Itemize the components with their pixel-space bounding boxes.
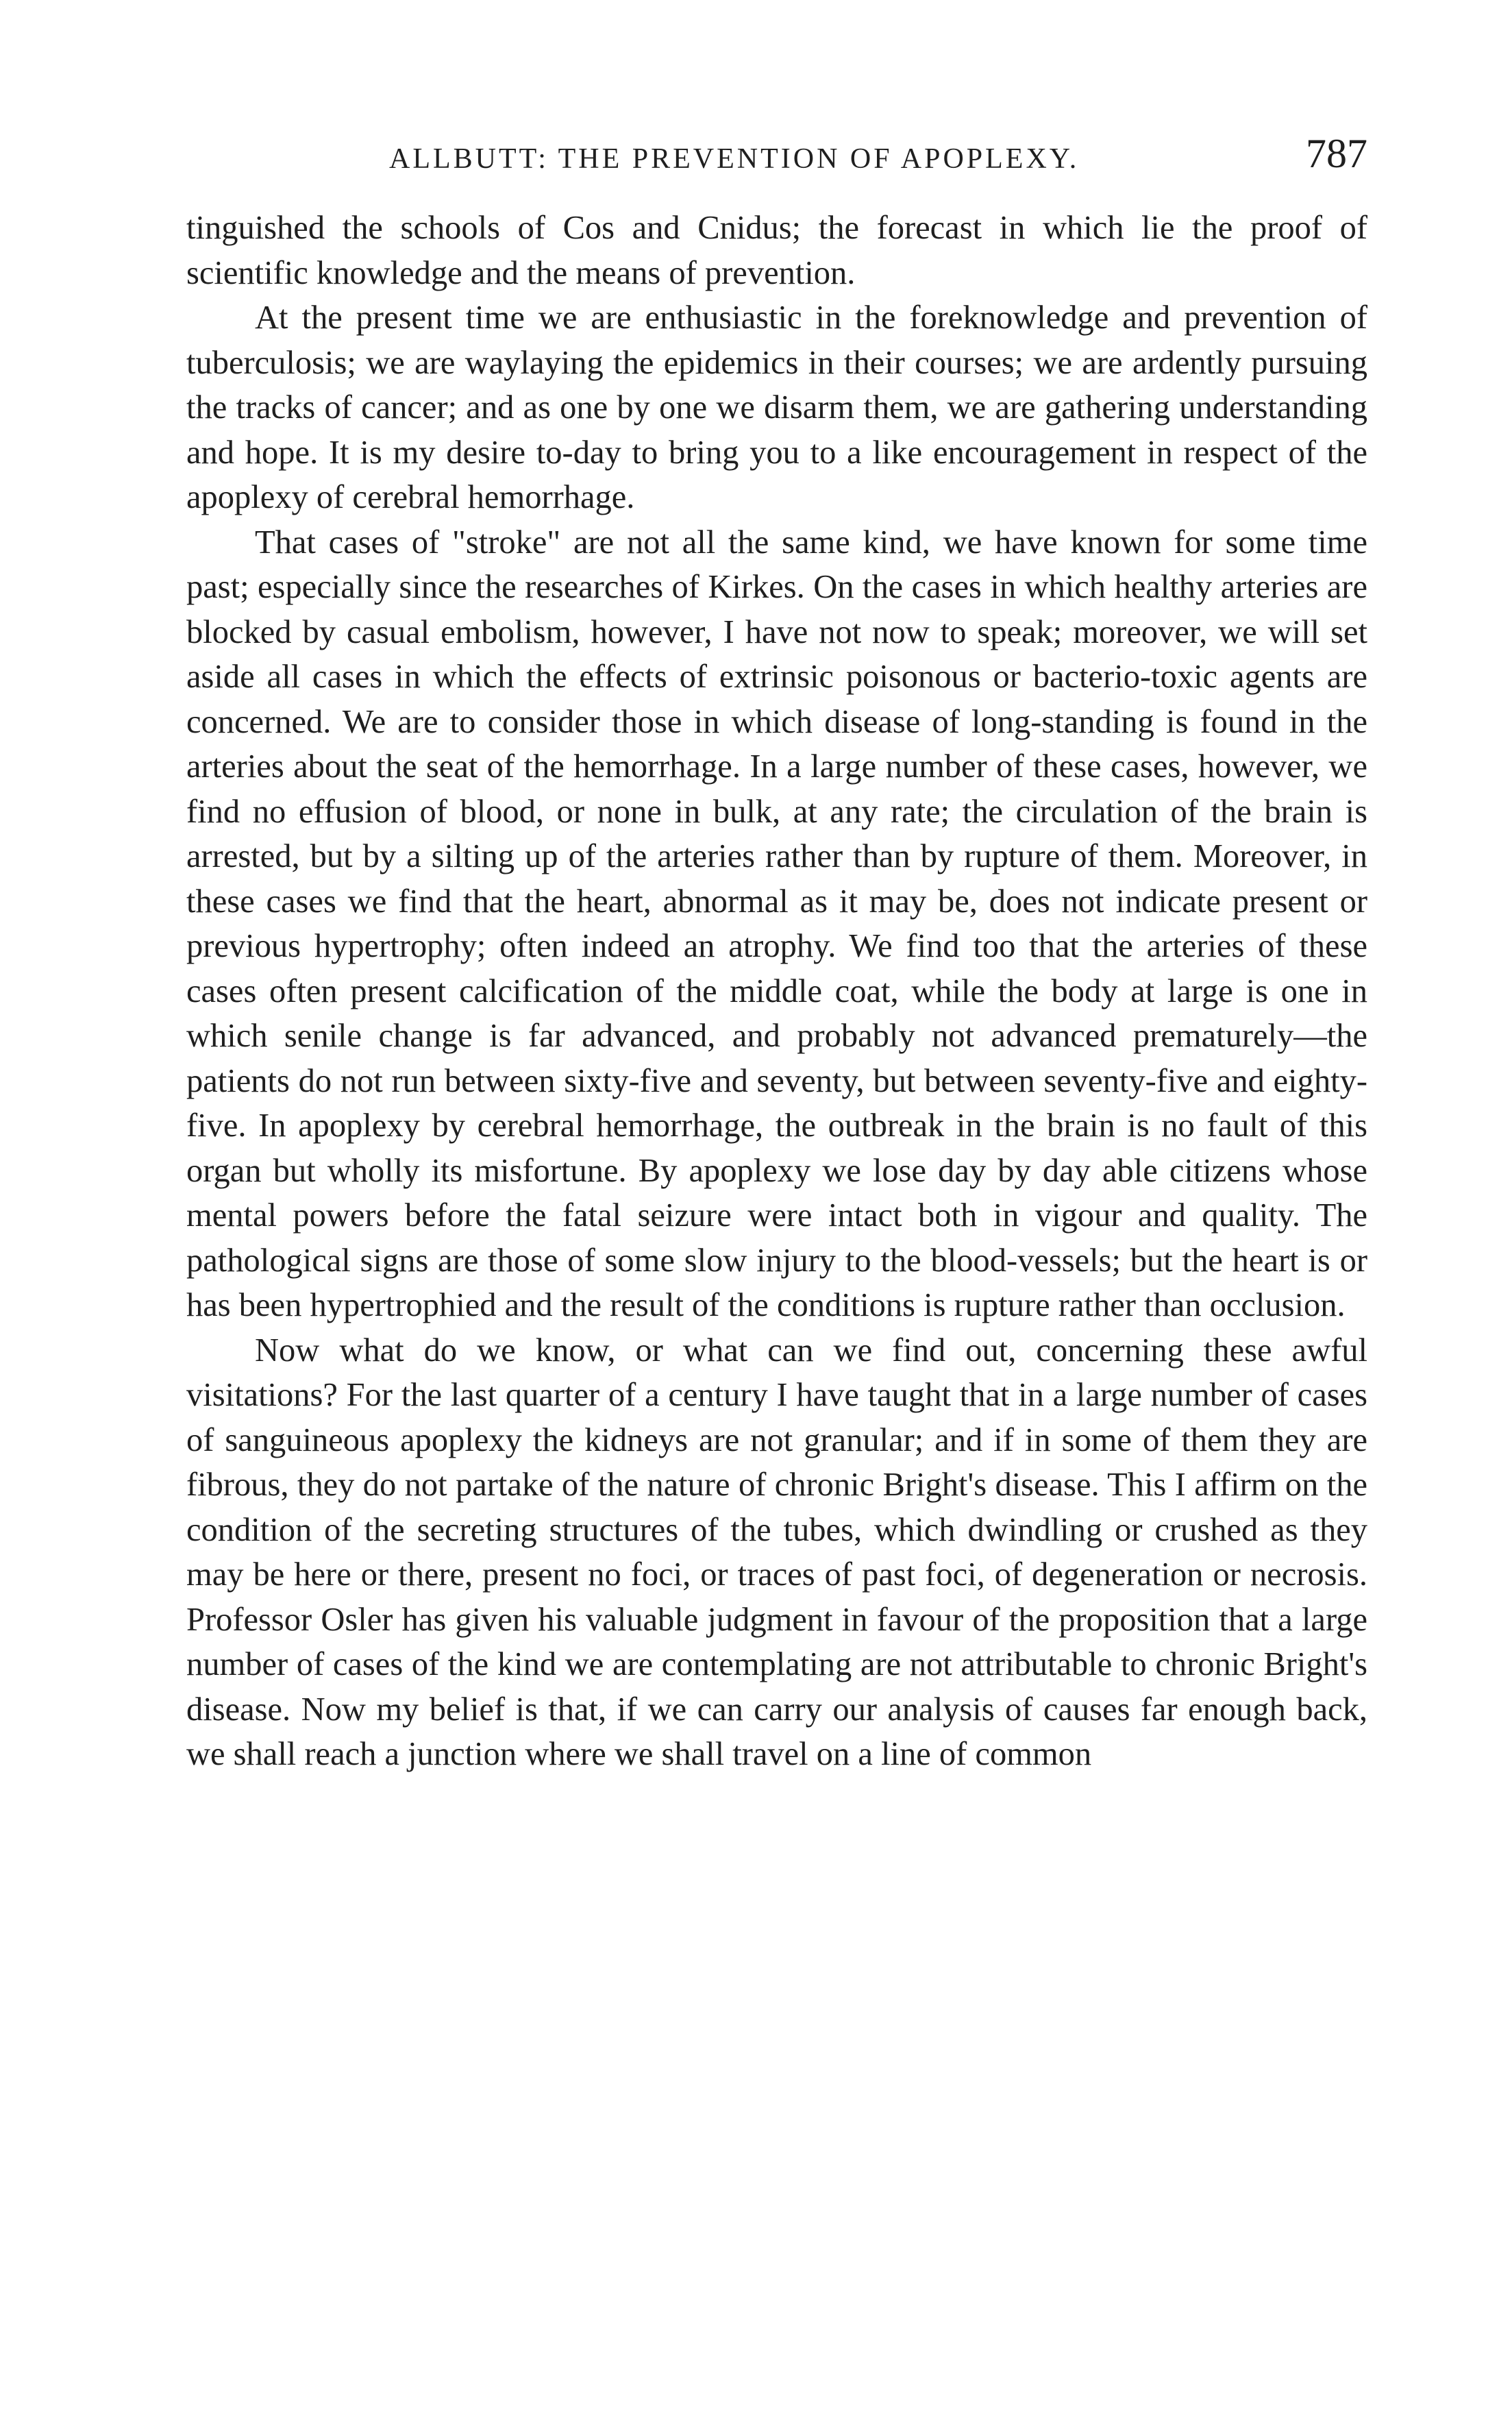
paragraph: That cases of "stroke" are not all the same kind, we have known for some time past; especially since the researches of Kirkes. On the cases in which healthy arteries are blocked by casual embolism, however, I have not now to speak; moreover, we will set aside all cases in which the effects of extrinsic poisonous or bacterio-toxic agents are concerned. We are to consider those in which disease of long-standing is found in the arteries about the seat of the hemorrhage. In a large number of these cases, however, we find no effusion of blood, or none in bulk, at any rate; the circulation of the brain is arrested, but by a silting up of the arteries rather than by rupture of them. Moreover, in these cases we find that the heart, abnormal as it may be, does not indicate present or previous hypertrophy; often indeed an atrophy. We find too that the arteries of these cases often present calcification of the middle coat, while the body at large is one in which senile change is far advanced, and probably not advanced prematurely—the patients do not run between sixty-five and seventy, but between seventy-five and eighty-five. In apoplexy by cerebral hemorrhage, the outbreak in the brain is no fault of this organ but wholly its misfortune. By apoplexy we lose day by day able citizens whose mental powers before the fatal seizure were intact both in vigour and quality. The pathological signs are those of some slow injury to the blood-vessels; but the heart is or has been hypertrophied and the result of the conditions is rupture rather than occlusion. bbox=[186, 524, 1367, 1323]
running-head: ALLBUTT: THE PREVENTION OF APOPLEXY. bbox=[389, 143, 1080, 175]
page-header bbox=[186, 123, 1367, 178]
paragraph: At the present time we are enthusiastic in the foreknowledge and prevention of tuberculosis; we are waylaying the epidemics in their courses; we are ardently pursuing the tracks of cancer; and as one by one we disarm them, we are gathering understanding and hope. It is my desire to-day to bring you to a like encouragement in respect of the apoplexy of cerebral hemorrhage. bbox=[186, 299, 1367, 515]
paragraph: Now what do we know, or what can we find out, concerning these awful visitations? For the last quarter of a century I have taught that in a large number of cases of sanguineous apoplexy the kidneys are not granular; and if in some of them they are fibrous, they do not partake of the nature of chronic Bright's disease. This I affirm on the condition of the secreting structures of the tubes, which dwindling or crushed as they may be here or there, present no foci, or traces of past foci, of degeneration or necrosis. Professor Osler has given his valuable judgment in favour of the proposition that a large number of cases of the kind we are contemplating are not attributable to chronic Bright's disease. Now my belief is that, if we can carry our analysis of causes far enough back, we shall reach a junction where we shall travel on a line of common bbox=[186, 1332, 1367, 1772]
document-page bbox=[186, 123, 1367, 1777]
paragraph-continuation: tinguished the schools of Cos and Cnidus; the forecast in which lie the proof of scientific knowledge and the means of prevention. bbox=[186, 210, 1367, 291]
body-text bbox=[186, 206, 1367, 1777]
page-number: 787 bbox=[1306, 131, 1367, 176]
